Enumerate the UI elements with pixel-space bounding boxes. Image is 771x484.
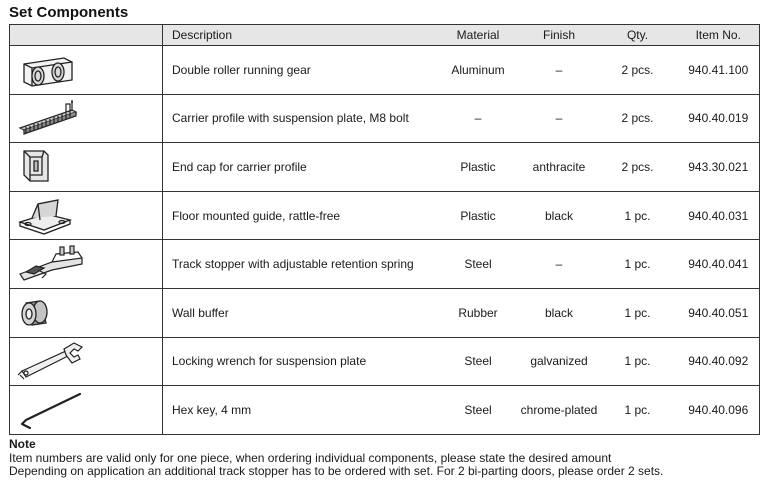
row-description: Double roller running gear (163, 46, 436, 95)
note-section (9, 438, 663, 479)
row-item-no: 940.40.092 (678, 337, 760, 386)
row-qty: 1 pc. (598, 191, 678, 240)
row-description: Carrier profile with suspension plate, M8 bolt (163, 94, 436, 143)
row-image (10, 46, 163, 95)
row-image (10, 143, 163, 192)
row-finish: black (521, 191, 598, 240)
row-item-no: 940.41.100 (678, 46, 760, 95)
track-stopper-icon (16, 244, 88, 284)
row-material: Aluminum (436, 46, 521, 95)
header-item-no: Item No. (678, 25, 760, 46)
row-material: Plastic (436, 143, 521, 192)
row-material: Rubber (436, 288, 521, 337)
row-item-no: 943.30.021 (678, 143, 760, 192)
row-description: End cap for carrier profile (163, 143, 436, 192)
row-qty: 2 pcs. (598, 46, 678, 95)
row-image (10, 386, 163, 435)
row-item-no: 940.40.051 (678, 288, 760, 337)
table-row (10, 94, 760, 143)
note-line: Item numbers are valid only for one piece, when ordering individual components, please state the desired amount (9, 450, 612, 465)
row-description: Locking wrench for suspension plate (163, 337, 436, 386)
row-image (10, 191, 163, 240)
row-finish: – (521, 94, 598, 143)
note-line: Depending on application an additional track stopper has to be ordered with set. For 2 bi-parting doors, please order 2 sets. (9, 464, 664, 478)
table-row (10, 240, 760, 289)
page-title: Set Components (9, 4, 129, 21)
header-image (10, 25, 163, 46)
row-description: Floor mounted guide, rattle-free (163, 191, 436, 240)
row-qty: 2 pcs. (598, 94, 678, 143)
table-row (10, 337, 760, 386)
row-image (10, 240, 163, 289)
locking-wrench-icon (16, 341, 88, 381)
row-item-no: 940.40.041 (678, 240, 760, 289)
hex-key-icon (16, 390, 88, 430)
row-material: Plastic (436, 191, 521, 240)
components-table (9, 24, 760, 435)
end-cap-icon (16, 147, 56, 187)
double-roller-icon (16, 50, 76, 90)
row-qty: 1 pc. (598, 337, 678, 386)
row-description: Hex key, 4 mm (163, 386, 436, 435)
row-qty: 1 pc. (598, 386, 678, 435)
header-qty: Qty. (598, 25, 678, 46)
row-image (10, 337, 163, 386)
row-finish: chrome-plated (521, 386, 598, 435)
floor-guide-icon (16, 196, 76, 236)
row-image (10, 288, 163, 337)
table-header-row (10, 25, 760, 46)
note-title: Note (9, 437, 36, 451)
table-row (10, 288, 760, 337)
table-row (10, 191, 760, 240)
row-finish: – (521, 46, 598, 95)
row-finish: galvanized (521, 337, 598, 386)
row-description: Track stopper with adjustable retention spring (163, 240, 436, 289)
row-item-no: 940.40.096 (678, 386, 760, 435)
wall-buffer-icon (16, 293, 56, 333)
row-qty: 2 pcs. (598, 143, 678, 192)
row-qty: 1 pc. (598, 240, 678, 289)
row-item-no: 940.40.019 (678, 94, 760, 143)
header-material: Material (436, 25, 521, 46)
table-row (10, 46, 760, 95)
table-row (10, 143, 760, 192)
row-finish: anthracite (521, 143, 598, 192)
row-finish: black (521, 288, 598, 337)
row-material: Steel (436, 337, 521, 386)
row-material: – (436, 94, 521, 143)
table-row (10, 386, 760, 435)
carrier-profile-icon (16, 98, 86, 138)
header-finish: Finish (521, 25, 598, 46)
header-description: Description (163, 25, 436, 46)
row-description: Wall buffer (163, 288, 436, 337)
row-qty: 1 pc. (598, 288, 678, 337)
row-material: Steel (436, 386, 521, 435)
row-finish: – (521, 240, 598, 289)
row-item-no: 940.40.031 (678, 191, 760, 240)
row-image (10, 94, 163, 143)
row-material: Steel (436, 240, 521, 289)
